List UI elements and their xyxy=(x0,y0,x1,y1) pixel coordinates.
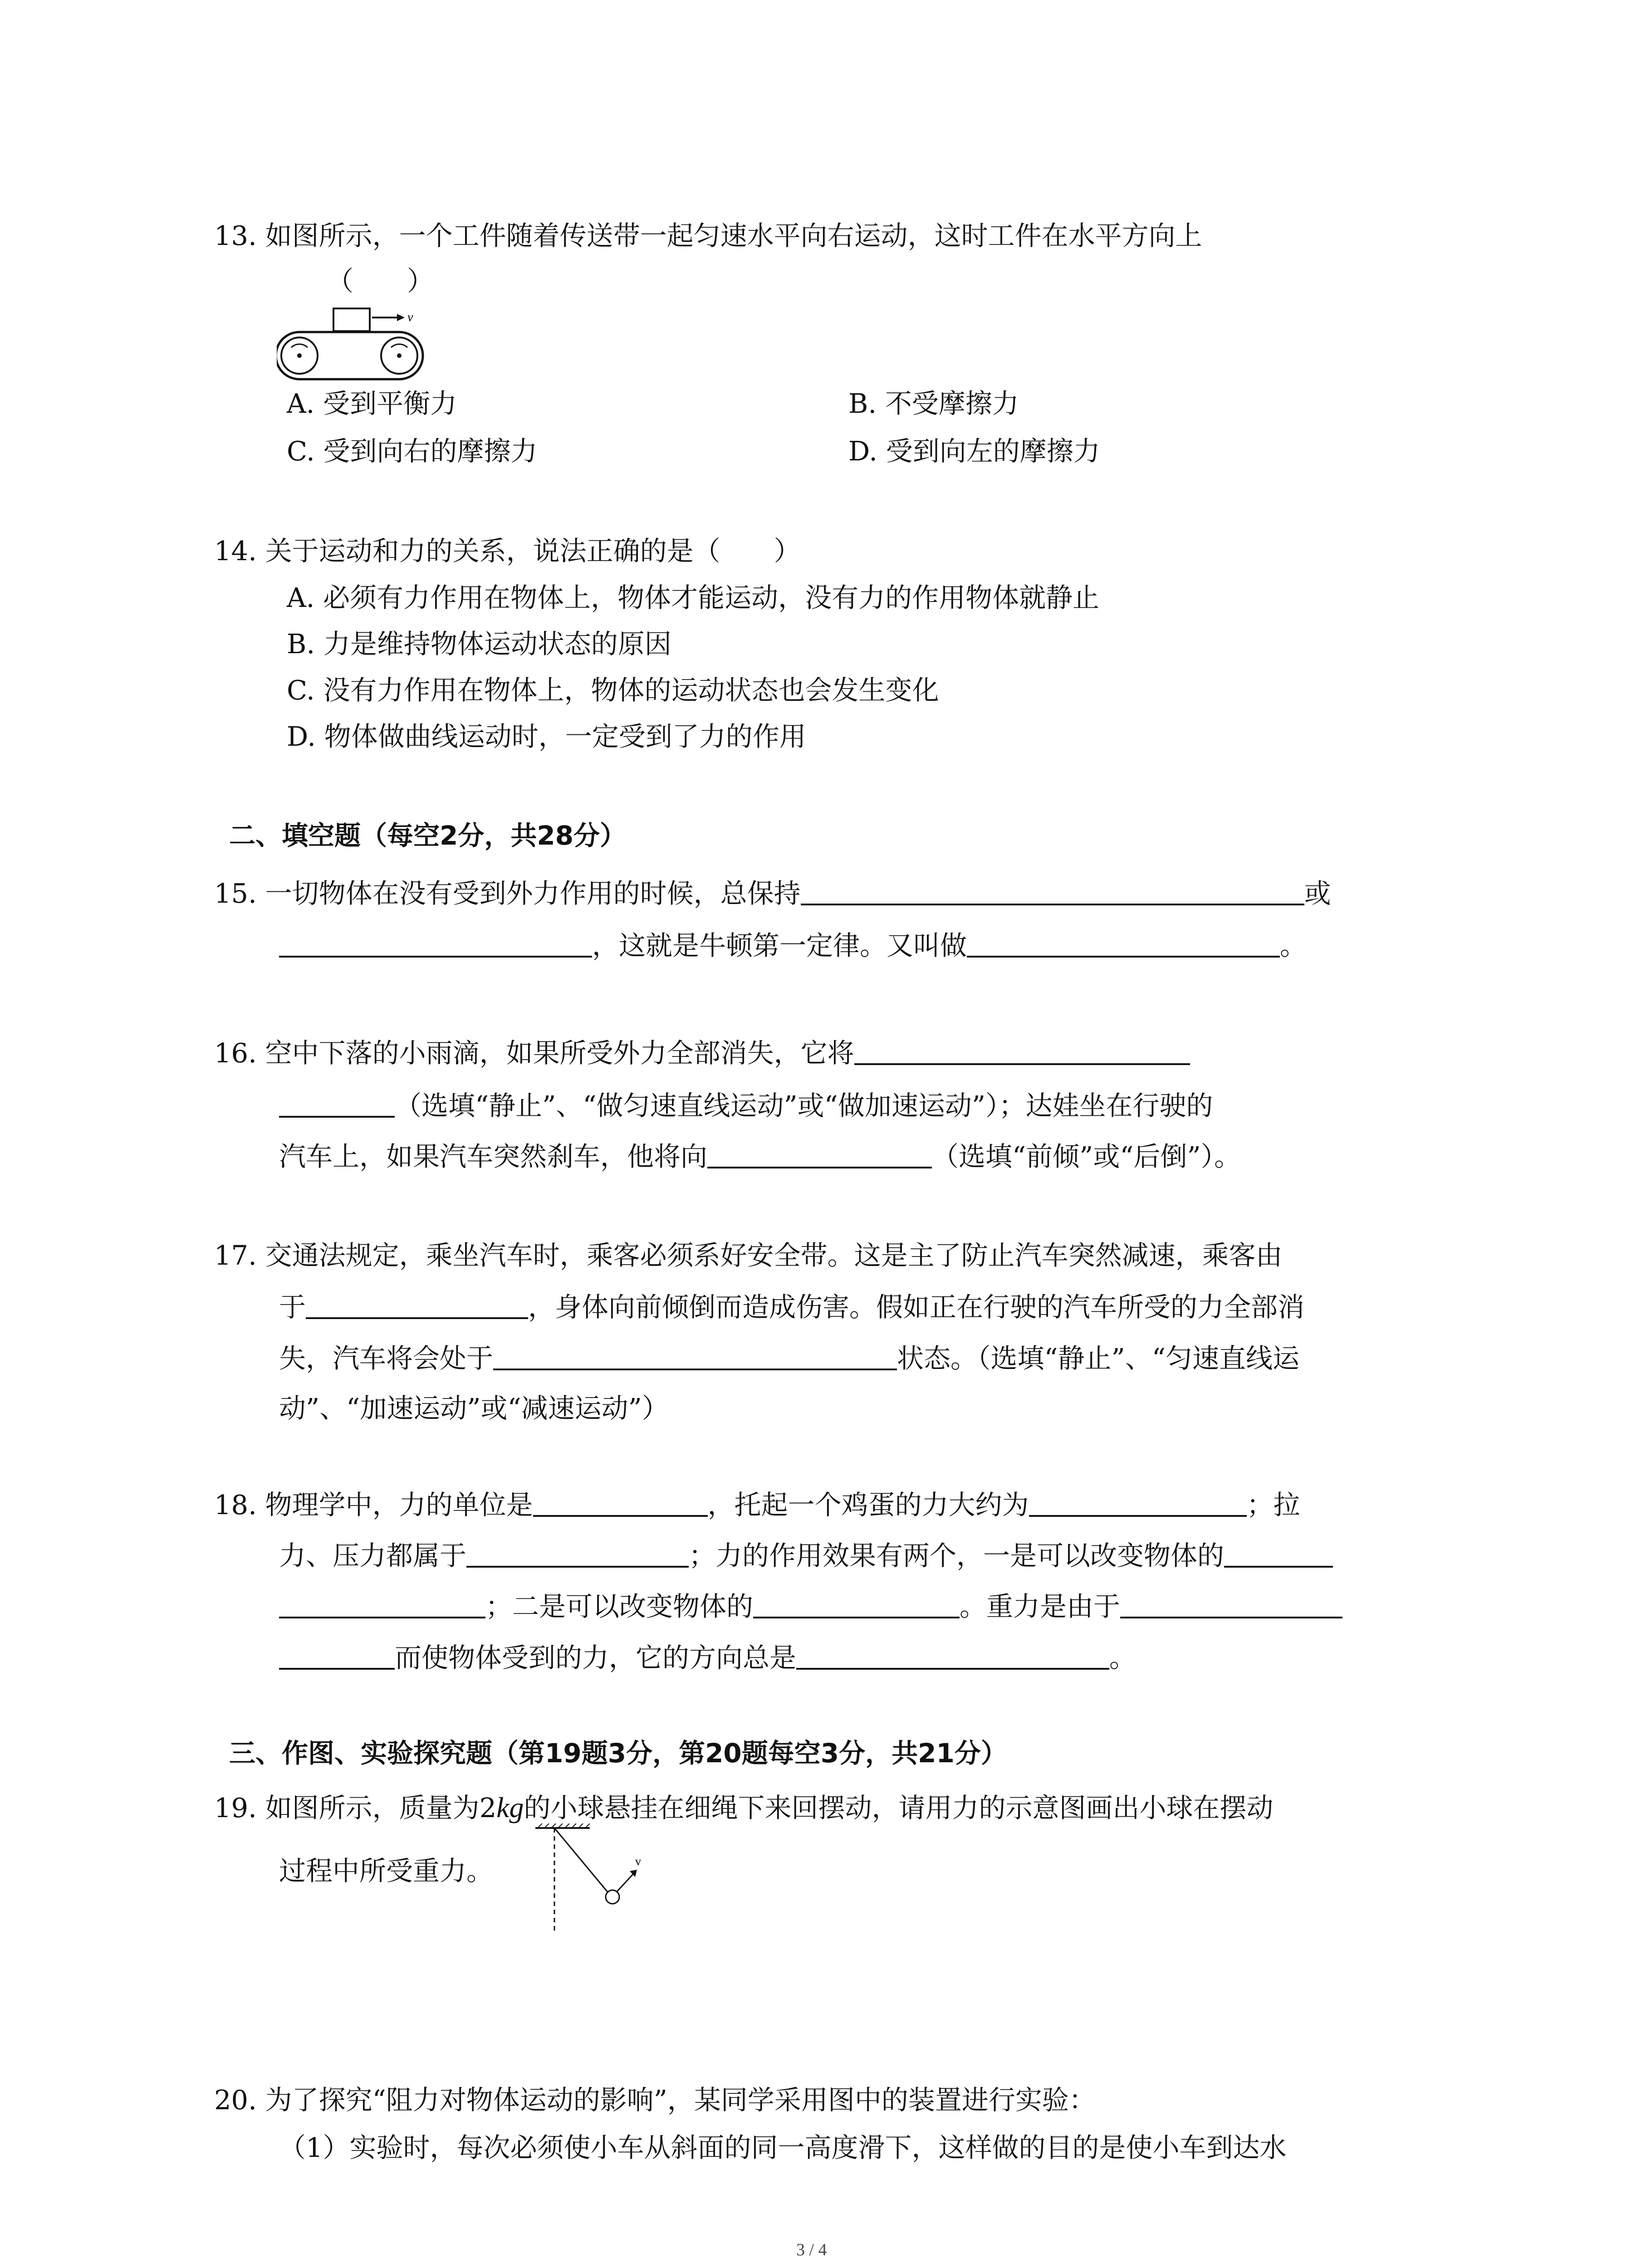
q18-blank-2[interactable] xyxy=(1029,1489,1247,1517)
q18-blank-6-cont[interactable] xyxy=(279,1642,395,1670)
q17-text-d: 失，汽车将会处于 xyxy=(279,1343,494,1374)
q16-blank-1-cont[interactable] xyxy=(279,1090,395,1118)
section-3-heading: 三、作图、实验探究题（第19题3分，第20题每空3分，共21分） xyxy=(229,1738,1007,1769)
q13-option-b: B. 不受摩擦力 xyxy=(848,388,1019,419)
q19-line-1 xyxy=(214,1789,1274,1826)
q14-option-a: A. 必须有力作用在物体上，物体才能运动，没有力的作用物体就静止 xyxy=(287,582,1100,613)
pendulum-ball xyxy=(606,1890,619,1904)
q19-text-b: 的小球悬挂在细绳下来回摆动，请用力的示意图画出小球在摆动 xyxy=(524,1792,1274,1823)
q18-blank-7[interactable] xyxy=(796,1642,1109,1670)
q17-text-c: ，身体向前倾倒而造成伤害。假如正在行驶的汽车所受的力全部消 xyxy=(528,1291,1305,1323)
q15-text-b: 或 xyxy=(1304,878,1331,909)
q13-option-d: D. 受到向左的摩擦力 xyxy=(848,435,1100,467)
q18-blank-1[interactable] xyxy=(533,1489,708,1517)
pendulum-figure xyxy=(522,1823,658,1937)
q15-text-d: 。 xyxy=(1280,930,1307,961)
q13-option-a: A. 受到平衡力 xyxy=(287,388,457,419)
pendulum-string xyxy=(554,1828,608,1892)
q15-text-a: 15. 一切物体在没有受到外力作用的时候，总保持 xyxy=(214,878,801,909)
q18-blank-3[interactable] xyxy=(466,1540,689,1568)
q17-blank-2[interactable] xyxy=(493,1342,897,1370)
q17-line-1: 17. 交通法规定，乘坐汽车时，乘客必须系好安全带。这是主了防止汽车突然减速，乘客由 xyxy=(214,1240,1283,1271)
q18-text-g: 。重力是由于 xyxy=(960,1591,1121,1622)
q13-answer-paren: （ ） xyxy=(327,265,434,297)
q16-line-1 xyxy=(214,1035,1190,1071)
q18-blank-4-cont[interactable] xyxy=(279,1590,485,1618)
q19-text-a: 19. 如图所示，质量为2 xyxy=(214,1792,497,1823)
velocity-label: v xyxy=(635,1855,641,1868)
section-2-heading: 二、填空题（每空2分，共28分） xyxy=(229,820,627,851)
q18-text-h: 而使物体受到的力，它的方向总是 xyxy=(395,1642,797,1673)
q18-line-4 xyxy=(279,1640,1136,1676)
q18-line-2 xyxy=(279,1538,1333,1574)
q15-line-1 xyxy=(214,875,1331,912)
q17-blank-1[interactable] xyxy=(306,1291,528,1319)
q16-text-d: （选填“前倾”或“后倒”）。 xyxy=(932,1141,1241,1172)
q18-blank-4[interactable] xyxy=(1224,1540,1333,1568)
q15-blank-2[interactable] xyxy=(279,929,592,958)
q18-text-d: 力、压力都属于 xyxy=(279,1540,467,1571)
velocity-label: v xyxy=(407,310,413,324)
q16-blank-1[interactable] xyxy=(854,1037,1190,1065)
q15-text-c: ，这就是牛顿第一定律。又叫做 xyxy=(592,930,967,961)
q18-line-1 xyxy=(214,1487,1300,1523)
q20-line-1: 20. 为了探究“阻力对物体运动的影响”，某同学采用图中的装置进行实验： xyxy=(214,2084,1096,2116)
q17-line-4: 动”、“加速运动”或“减速运动”） xyxy=(279,1393,669,1424)
q20-line-2: （1）实验时，每次必须使小车从斜面的同一高度滑下，这样做的目的是使小车到达水 xyxy=(279,2132,1287,2163)
q13-stem: 13. 如图所示，一个工件随着传送带一起匀速水平向右运动，这时工件在水平方向上 xyxy=(214,220,1202,251)
q16-blank-2[interactable] xyxy=(707,1140,932,1168)
conveyor-belt-figure xyxy=(277,304,431,386)
velocity-arrow xyxy=(617,1874,633,1892)
q17-text-e: 状态。（选填“静止”、“匀速直线运 xyxy=(897,1343,1300,1374)
workpiece-block xyxy=(333,308,370,331)
q17-line-2 xyxy=(279,1289,1304,1325)
q19-unit: kg xyxy=(496,1791,524,1823)
q16-text-a: 16. 空中下落的小雨滴，如果所受外力全部消失，它将 xyxy=(214,1037,854,1069)
q18-text-a: 18. 物理学中，力的单位是 xyxy=(214,1489,533,1520)
q14-option-b: B. 力是维持物体运动状态的原因 xyxy=(287,628,671,660)
q17-text-b: 于 xyxy=(279,1291,306,1323)
q14-stem: 14. 关于运动和力的关系，说法正确的是（ ） xyxy=(214,535,801,567)
q18-text-i: 。 xyxy=(1109,1642,1136,1673)
q14-option-d: D. 物体做曲线运动时，一定受到了力的作用 xyxy=(287,721,806,752)
q18-blank-6[interactable] xyxy=(1120,1590,1342,1618)
q18-text-e: ；力的作用效果有两个，一是可以改变物体的 xyxy=(689,1540,1225,1571)
q16-line-2 xyxy=(279,1088,1213,1124)
q18-line-3 xyxy=(279,1589,1342,1625)
q18-text-f: ；二是可以改变物体的 xyxy=(485,1591,754,1622)
q18-text-c: ；拉 xyxy=(1246,1489,1300,1520)
q15-blank-3[interactable] xyxy=(967,929,1280,958)
q19-line-2: 过程中所受重力。 xyxy=(279,1855,494,1887)
page-number: 3 / 4 xyxy=(796,2240,827,2259)
q16-line-3 xyxy=(279,1139,1241,1175)
q15-line-2 xyxy=(279,928,1307,964)
q16-text-b: （选填“静止”、“做匀速直线运动”或“做加速运动”）；达娃坐在行驶的 xyxy=(395,1090,1213,1121)
q18-blank-5[interactable] xyxy=(753,1590,960,1618)
q17-line-3 xyxy=(279,1340,1299,1377)
q13-option-c: C. 受到向右的摩擦力 xyxy=(287,435,538,467)
q16-text-c: 汽车上，如果汽车突然刹车，他将向 xyxy=(279,1141,708,1172)
q14-option-c: C. 没有力作用在物体上，物体的运动状态也会发生变化 xyxy=(287,675,939,706)
q15-blank-1[interactable] xyxy=(801,877,1304,905)
q18-text-b: ，托起一个鸡蛋的力大约为 xyxy=(707,1489,1029,1520)
